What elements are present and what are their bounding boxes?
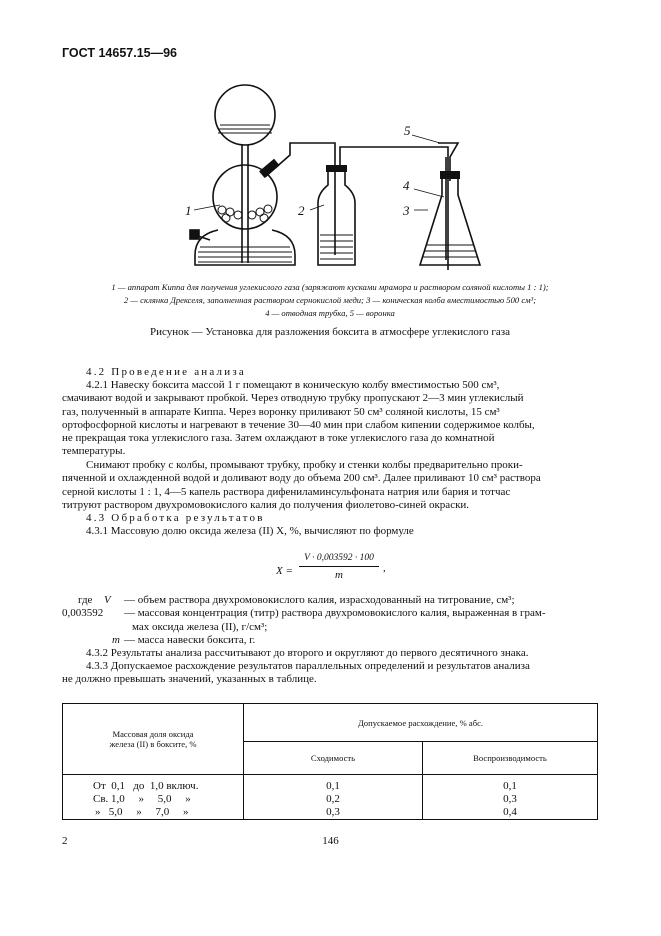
paragraph-4-2-1: [62, 379, 596, 459]
def-text: мах оксида железа (II), г/см³;: [132, 620, 268, 633]
text-line: 4.3.3 Допускаемое расхождение результатов параллельных определений и результатов анализа: [86, 660, 530, 672]
text-line: температуры.: [62, 445, 126, 458]
text-line: серной кислоты 1 : 1, 4—5 капель раствора дифениламинсульфоната натрия или бария и тотчас: [62, 485, 511, 498]
header-line: Массовая доля оксида: [112, 729, 194, 739]
figure-caption-line: 4 — отводная трубка, 5 — воронка: [265, 308, 395, 318]
paragraph-4-3-2: 4.3.2 Результаты анализа рассчитывают до второго и округляют до первого десятичного знака.: [86, 647, 529, 659]
def-text: — массовая концентрация (титр) раствора двухромовокислого калия, выраженная в грам-: [124, 607, 546, 620]
def-symbol: 0,003592: [62, 607, 104, 620]
table-subheader-reproducibility: Воспроизводимость: [423, 742, 598, 775]
range-row: От 0,1 до 1,0 включ.: [93, 780, 199, 792]
value: 0,4: [503, 806, 517, 818]
figure-label-2: 2: [298, 203, 305, 218]
table-header-col1: [63, 704, 244, 775]
fraction-bar: [299, 566, 379, 567]
apparatus-diagram: [185, 85, 480, 270]
paragraph-4-2-2: [62, 459, 596, 512]
section-heading-4-3: 4.3 Обработка результатов: [86, 512, 265, 524]
range-row: Св. 1,0 » 5,0 »: [93, 793, 191, 805]
def-text: — объем раствора двухромовокислого калия, израсходованный на титрование, см³;: [124, 594, 515, 606]
table-cell-range: [63, 775, 244, 820]
text-line: пяченной и охлажденной водой и доливают воду до объема 200 см³. Далее приливают 10 см³ раствора: [62, 472, 541, 485]
value: 0,1: [326, 780, 340, 792]
formula-numerator: V · 0,003592 · 100: [304, 553, 374, 563]
table-cell-convergence: [244, 775, 423, 820]
section-heading-4-2: 4.2 Проведение анализа: [86, 366, 246, 378]
formula-denominator: m: [335, 569, 343, 581]
figure-caption-line: 2 — склянка Дрекселя, заполненная раствором сернокислой меди; 3 — коническая колба вместимостью 500 см³;: [123, 295, 537, 305]
def-symbol: V: [104, 594, 111, 606]
text-line: смачивают водой и закрывают пробкой. Через отводную трубку пропускают 2—3 мин углекислый: [62, 392, 524, 405]
formula-lhs: X =: [276, 565, 293, 577]
table-group-header: Допускаемое расхождение, % абс.: [244, 704, 598, 742]
text-line: Снимают пробку с колбы, промывают трубку, пробку и стенки колбы предварительно проки-: [86, 459, 523, 471]
figure-label-4: 4: [403, 178, 410, 193]
page-number-center: 146: [322, 835, 339, 847]
document-header: ГОСТ 14657.15—96: [62, 46, 178, 60]
text-line: титруют раствором двухромовокислого калия до получения фиолетово-синей окраски.: [62, 498, 470, 511]
figure-title: Рисунок — Установка для разложения боксита в атмосфере углекислого газа: [149, 326, 511, 338]
where-word: где: [78, 594, 93, 606]
formula-tail: ,: [383, 562, 386, 574]
text-line: не должно превышать значений, указанных в таблице.: [62, 673, 317, 686]
tolerance-table: [62, 703, 598, 820]
variable-definitions: [62, 594, 602, 647]
value: 0,2: [326, 793, 340, 805]
value: 0,1: [503, 780, 517, 792]
page-number-left: 2: [62, 835, 68, 847]
table-cell-reproducibility: [423, 775, 598, 820]
figure-label-1: 1: [185, 203, 192, 218]
value: 0,3: [503, 793, 517, 805]
text-line: газ, полученный в аппарате Киппа. Через воронку приливают 50 см³ соляной кислоты, 15 см³: [62, 405, 500, 418]
def-symbol: m: [112, 633, 120, 646]
figure-label-5: 5: [404, 123, 411, 138]
def-text: — масса навески боксита, г.: [124, 633, 256, 646]
figure-label-3: 3: [403, 203, 410, 218]
text-line: 4.2.1 Навеску боксита массой 1 г помещают в коническую колбу вместимостью 500 см³,: [86, 379, 500, 391]
text-line: ортофосфорной кислоты и нагревают в течение 30—40 мин при слабом кипении содержимое колбы,: [62, 418, 535, 431]
text-line: не прекращая тока углекислого газа. Затем охлаждают в токе углекислого газа до комнатной: [62, 432, 495, 445]
value: 0,3: [326, 806, 340, 818]
paragraph-4-3-3: [62, 660, 596, 687]
table-subheader-convergence: Сходимость: [244, 742, 423, 775]
range-row: » 5,0 » 7,0 »: [95, 806, 189, 818]
figure-caption-line: 1 — аппарат Киппа для получения углекислого газа (заряжают кусками мрамора и раствором соляной кислоты 1 : 1);: [111, 282, 549, 292]
paragraph-4-3-1: 4.3.1 Массовую долю оксида железа (II) X, %, вычисляют по формуле: [86, 525, 414, 537]
header-line: железа (II) в боксите, %: [109, 739, 197, 749]
